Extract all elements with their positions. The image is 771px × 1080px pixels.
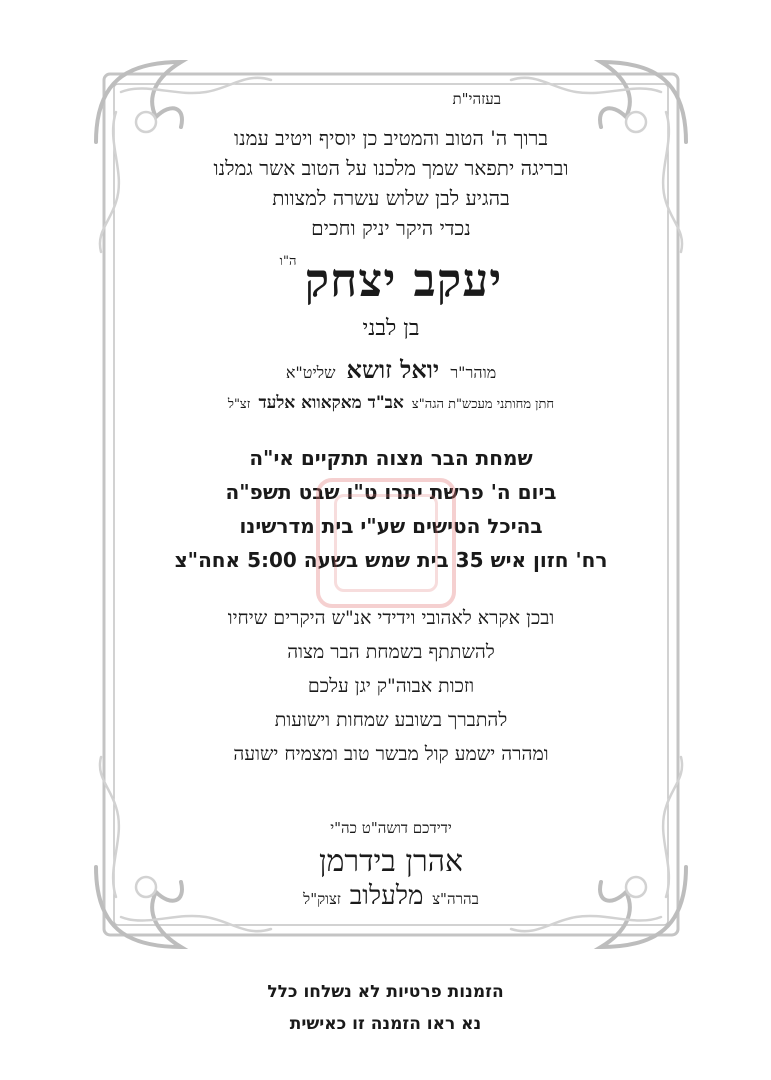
event-line: רח' חזון איש 35 בית שמש בשעה 5:00 אחה"צ [174,548,608,572]
blessing-line: נכדי היקר יניק וחכים [311,216,471,240]
event-line: ביום ה' פרשת יתרו ט"ו שבט תשפ"ה [225,480,557,504]
footer-line: הזמנות פרטיות לא נשלחו כלל [267,982,504,1002]
son-of-label: בן לבני [362,316,420,341]
footer-notice [0,976,771,1040]
signature-grand-suffix: זצוק"ל [303,890,341,908]
father-suffix: שליט"א [285,363,336,382]
blessing-line: ובריגה יתפאר שמך מלכנו על הטוב אשר גמלנו [213,156,569,180]
in-law-name: אב"ד מאקאווא אלעד [258,393,404,413]
event-line: שמחת הבר מצוה תתקיים אי"ה [249,446,533,470]
invite-line: ומהרה ישמע קול מבשר טוב ומצמיח ישועה [233,743,549,765]
in-law-prefix: חתן מחותני מעכש"ת הגה"צ [411,397,555,412]
watermark-logo [316,478,456,608]
watermark-inner [334,494,438,592]
footer-line: נא ראו הזמנה זו כאישית [289,1014,482,1034]
blessing-line: ברוך ה' הטוב והמטיב כן יוסיף ויטיב עמנו [233,126,549,150]
celebrant-name: יעקב יצחק [304,253,503,307]
blessing-block [146,123,636,243]
father-row [146,355,636,385]
invitation-message [146,601,636,771]
signature-name: אהרן בידרמן [318,844,464,879]
celebrant-suffix: ה"ו [279,254,297,269]
signature-intro: ידידכם דושה"ט כה"י [330,819,452,837]
in-law-row [146,393,636,413]
in-law-suffix: זצ"ל [227,397,251,412]
bsd-header: בעזהי"ת [452,90,501,108]
invite-line: וזכות אבוה"ק יגן עלכם [307,675,475,697]
invite-line: להתברך בשובע שמחות וישועות [274,709,508,731]
signature-grand-prefix: בהרה"צ [432,890,479,908]
invite-line: להשתתף בשמחת הבר מצוה [287,641,495,663]
celebrant-row [146,253,636,309]
blessing-line: בהגיע לבן שלוש עשרה למצוות [272,186,510,210]
event-line: בהיכל הטישים שע"י בית מדרשינו [239,514,543,538]
signature-grand-row [146,881,636,911]
signature-grand-name: מלעלוב [349,881,424,911]
invite-line: ובכן אקרא לאהובי וידידי אנ"ש היקרים שיחיו [227,607,555,629]
father-name: יואל זושא [346,355,440,384]
father-prefix: מוהר"ר [450,363,497,382]
